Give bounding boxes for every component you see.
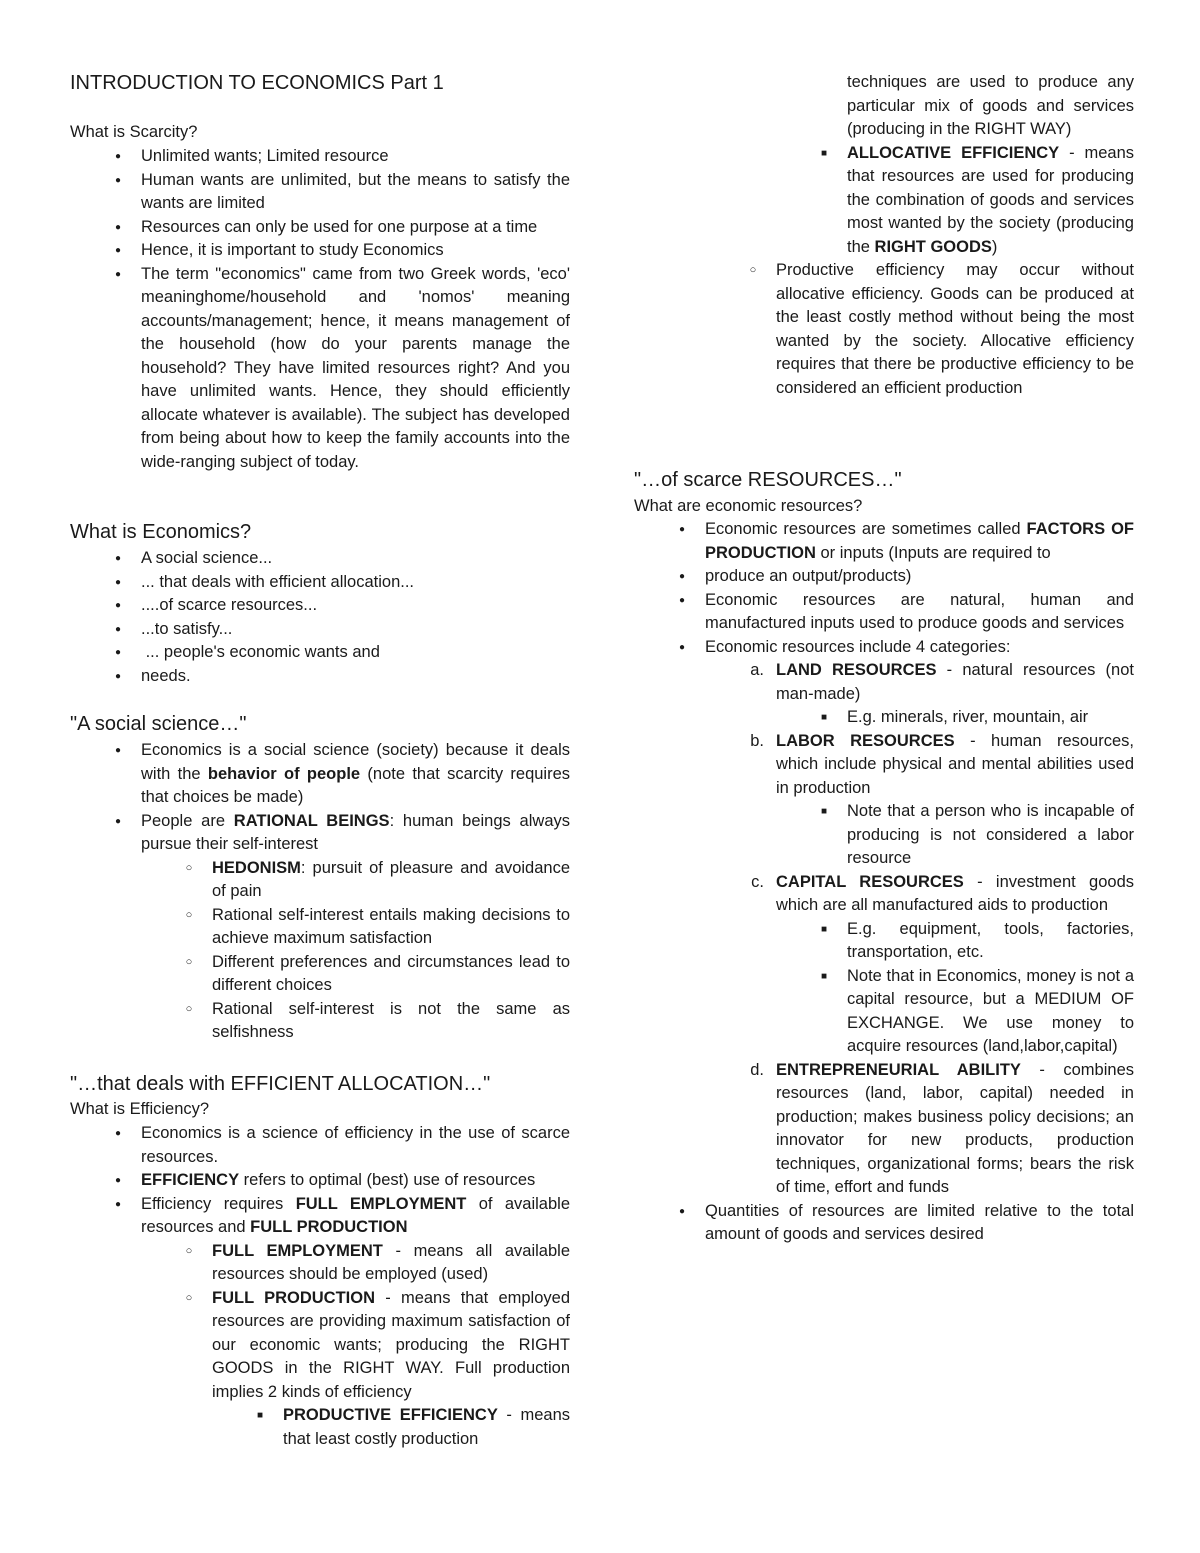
bold-term: FULL PRODUCTION [250, 1218, 408, 1236]
list-item: ■ E.g. minerals, river, mountain, air [847, 706, 1134, 730]
list-item-entrepreneurial: d. ENTREPRENEURIAL ABILITY - combines resources (land, labor, capital) needed in production; makes business policy decisions; an innovator for new products, production techniques, organizational forms; bears the risk of time, effort and funds [776, 1059, 1134, 1200]
list-item: ○ Rational self-interest entails making decisions to achieve maximum satisfaction [212, 904, 570, 951]
list-item: ● Economics is a social science (society) because it deals with the behavior of people (note that scarcity requires that choices be made) [141, 739, 570, 810]
list-item: ■ PRODUCTIVE EFFICIENCY - means that least costly production [283, 1404, 570, 1451]
bold-term: FULL EMPLOYMENT [295, 1194, 467, 1213]
bold-term: CAPITAL RESOURCES [776, 872, 964, 891]
list-item: ○ HEDONISM: pursuit of pleasure and avoidance of pain [212, 857, 570, 904]
bold-term: ALLOCATIVE EFFICIENCY [847, 143, 1060, 162]
resources-question: What are economic resources? [634, 497, 863, 515]
list-item: ● ....of scarce resources... [141, 594, 570, 618]
list-item: ■ ALLOCATIVE EFFICIENCY - means that resources are used for producing the combination of goods and services most wanted by the society (producing the RIGHT GOODS) [847, 142, 1134, 260]
bold-term: HEDONISM [212, 858, 301, 877]
list-item: ● Hence, it is important to study Economics [141, 239, 570, 263]
list-item: ● Unlimited wants; Limited resource [141, 145, 570, 169]
list-item-capital: c. CAPITAL RESOURCES - investment goods which are all manufactured aids to production [776, 871, 1134, 918]
list-item: ○ Different preferences and circumstances lead to different choices [212, 951, 570, 998]
efficiency-list-continued [634, 71, 1134, 400]
bold-term: PRODUCTIVE EFFICIENCY [283, 1406, 498, 1424]
list-item-continued: techniques are used to produce any particular mix of goods and services (producing in the RIGHT WAY) [847, 73, 1134, 138]
list-item: ■ Note that in Economics, money is not a capital resource, but a MEDIUM OF EXCHANGE. We use money to acquire resources (land,labor,capital) [847, 965, 1134, 1059]
economics-heading: What is Economics? [70, 521, 252, 543]
social-science-list [70, 739, 570, 1045]
scarcity-question: What is Scarcity? [70, 123, 198, 141]
list-item: ● Resources can only be used for one purpose at a time [141, 216, 570, 240]
list-item: ● Quantities of resources are limited relative to the total amount of goods and services desired [705, 1200, 1134, 1247]
list-item: ○ FULL PRODUCTION - means that employed resources are providing maximum satisfaction of our economic wants; producing the RIGHT GOODS in the RIGHT WAY. Full production implies 2 kinds of efficiency [212, 1287, 570, 1405]
list-item: ● needs. [141, 665, 570, 689]
list-item: ● People are RATIONAL BEINGS: human beings always pursue their self-interest [141, 810, 570, 857]
list-marker: a. [750, 661, 764, 679]
list-item: ○ Rational self-interest is not the same as selfishness [212, 998, 570, 1045]
bold-term: ENTREPRENEURIAL ABILITY [776, 1060, 1021, 1079]
document-title: INTRODUCTION TO ECONOMICS Part 1 [70, 72, 444, 94]
scarcity-list [70, 145, 570, 474]
list-item: ■ E.g. equipment, tools, factories, transportation, etc. [847, 918, 1134, 965]
list-item-labor: b. LABOR RESOURCES - human resources, which include physical and mental abilities used in production [776, 730, 1134, 801]
list-item: ○ FULL EMPLOYMENT - means all available resources should be employed (used) [212, 1240, 570, 1287]
economics-list [70, 547, 570, 688]
list-marker: c. [751, 872, 764, 891]
list-item: ○ Productive efficiency may occur without allocative efficiency. Goods can be produced at the least costly method without being the most wanted by the society. Allocative efficiency requires that there be productive efficiency to be considered an efficient production [776, 259, 1134, 400]
list-item-land: a. LAND RESOURCES - natural resources (not man-made) [776, 659, 1134, 706]
list-item: ● ...to satisfy... [141, 618, 570, 642]
list-item: ● ... that deals with efficient allocation... [141, 571, 570, 595]
bold-term: FULL EMPLOYMENT [212, 1241, 383, 1260]
resources-list [634, 518, 1134, 1247]
bold-term: RIGHT GOODS [874, 237, 992, 256]
bold-term: behavior of people [207, 764, 361, 783]
list-item: ■ Note that a person who is incapable of producing is not considered a labor resource [847, 800, 1134, 871]
list-marker: d. [750, 1060, 764, 1079]
list-marker: b. [750, 731, 764, 750]
allocation-heading: "…that deals with EFFICIENT ALLOCATION…" [70, 1073, 491, 1095]
list-item: ● EFFICIENCY refers to optimal (best) use of resources [141, 1169, 570, 1193]
list-item: ● The term "economics" came from two Greek words, 'eco' meaninghome/household and 'nomos' meaning accounts/management; hence, it means management of the household (how do your parents manage the household? They have limited resources right? And you have unlimited wants. Hence, they should efficiently allocate whatever is available). The subject has developed from being about how to keep the family accounts into the wide-ranging subject of today. [141, 263, 570, 475]
list-item: ● A social science... [141, 547, 570, 571]
list-item: ● Economic resources are sometimes called FACTORS OF PRODUCTION or inputs (Inputs are required to [705, 518, 1134, 565]
list-item: ● produce an output/products) [705, 565, 1134, 589]
list-item: ● Efficiency requires FULL EMPLOYMENT of available resources and FULL PRODUCTION [141, 1193, 570, 1240]
bold-term: FACTORS OF PRODUCTION [705, 520, 1134, 562]
efficiency-list [70, 1122, 570, 1451]
list-item: ● Economic resources are natural, human and manufactured inputs used to produce goods and services [705, 589, 1134, 636]
list-item: ● Economic resources include 4 categories: [705, 636, 1134, 660]
social-science-heading: "A social science…" [70, 713, 247, 735]
efficiency-question: What is Efficiency? [70, 1100, 210, 1118]
bold-term: LABOR RESOURCES [776, 731, 955, 750]
bold-term: EFFICIENCY [141, 1171, 240, 1189]
bold-term: FULL PRODUCTION [212, 1288, 375, 1307]
list-item: ● Economics is a science of efficiency in the use of scarce resources. [141, 1122, 570, 1169]
bold-term: LAND RESOURCES [776, 661, 937, 679]
resources-heading: "…of scarce RESOURCES…" [634, 469, 902, 491]
list-item: ● ... people's economic wants and [141, 641, 570, 665]
list-item: ● Human wants are unlimited, but the means to satisfy the wants are limited [141, 169, 570, 216]
bold-term: RATIONAL BEINGS [233, 811, 390, 830]
